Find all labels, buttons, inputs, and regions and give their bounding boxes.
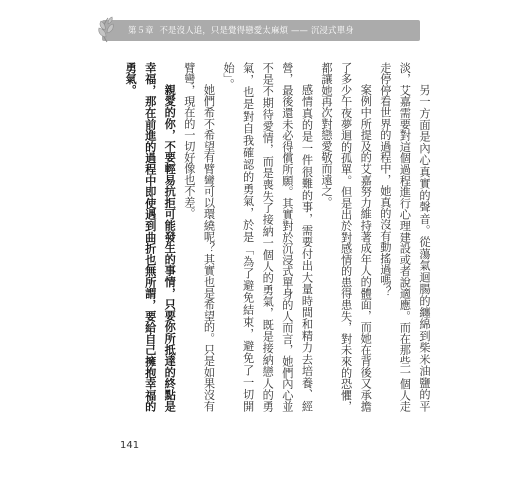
chapter-number: 第５章 bbox=[128, 25, 154, 35]
paragraph-2: 案例中所提及的艾嘉努力維持著成年人的體面，而她在背後又承擔了多少午夜夢迴的孤單。但是出於對感情的患得患失，對未來的恐懼，都讓她再次對戀愛敬而遠之。 bbox=[320, 62, 373, 412]
paragraph-1: 另一方面是內心真實的聲音。從蕩氣迴腸的纏綿到柴米油鹽的平淡，艾嘉需要對這個過程進行心理建設或者說適應。而在那些一個人走走停停看世界的過程中，她真的沒有動搖過嗎？ bbox=[378, 62, 431, 412]
leaf-icon bbox=[92, 15, 122, 45]
chapter-header bbox=[128, 22, 354, 39]
paragraph-3: 感情真的是一件很難的事，需要付出大量時間和精力去培養、經營，最後還未必得償所願。其實對於沉浸式單身的人而言，她們內心並不是不期待愛情，而是喪失了接納一個人的勇氣，既是接納戀人的勇氣，也是對自我確認的勇氣，於是「為了避免結束，避免了一切開始」。 bbox=[222, 62, 314, 412]
page-number: 141 bbox=[120, 440, 140, 451]
body-text bbox=[121, 62, 435, 412]
chapter-title: 不是沒人追，只是覺得戀愛太麻煩 bbox=[159, 25, 289, 35]
chapter-subtitle: —— 沉浸式單身 bbox=[290, 25, 354, 35]
paragraph-4: 她們希不希望有臂彎可以環繞呢？其實也是希望的。只是如果沒有臂彎，現在的一切好像也不差。 bbox=[182, 62, 216, 412]
paragraph-5-bold: 親愛的你，不要輕易抗拒可能發生的事情，只要你所抵達的終點是幸福，那在前進的過程中即使遇到曲折也無所謂，要給自己擁抱幸福的勇氣。 bbox=[124, 62, 178, 412]
